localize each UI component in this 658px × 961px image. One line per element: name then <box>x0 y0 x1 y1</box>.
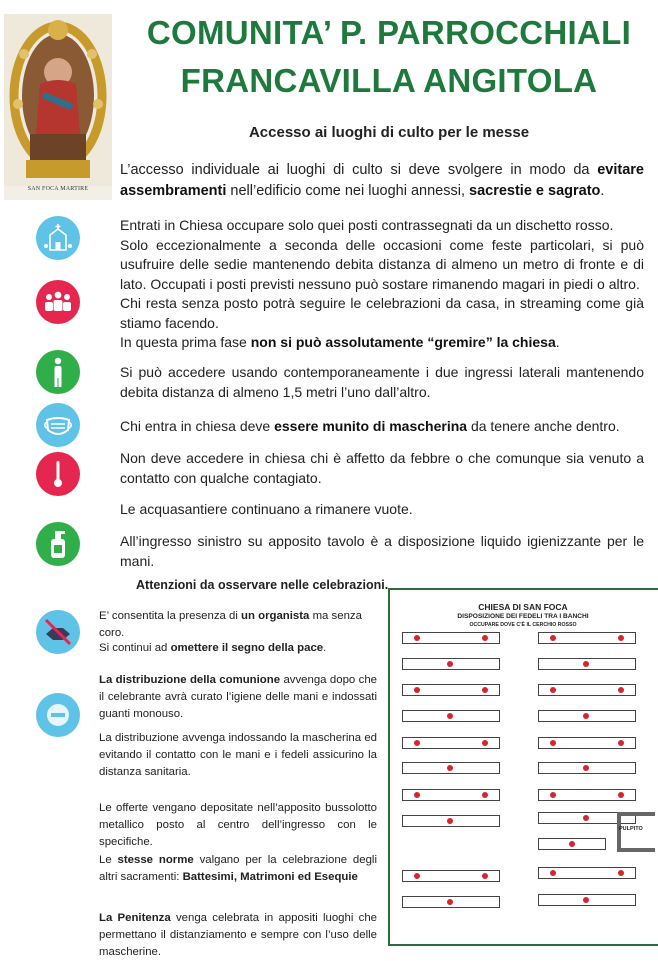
seating-plan <box>388 588 658 946</box>
plan-title: CHIESA DI SAN FOCA <box>478 602 568 612</box>
red-seat-marker <box>414 740 420 746</box>
no-handshake-icon <box>36 610 80 654</box>
norms-c: valgano per la celebrazione degli altri sacramenti: <box>99 854 377 883</box>
seats-last-text: In questa prima fase <box>120 334 251 350</box>
intro-text-b: nell’edificio come nei luoghi annessi, <box>226 183 470 199</box>
communion-bold: La distribuzione della comunione <box>99 674 281 686</box>
penance-rest: venga celebrata in appositi luoghi che permettano il distanziamento e sempre con l’uso delle mascherine. <box>99 912 377 958</box>
intro-text-c: . <box>600 183 605 199</box>
people-group-icon <box>36 280 80 324</box>
intro-bold-b: sacrestie e sagrato <box>469 183 601 199</box>
intro-text-a: L’accesso individuale ai luoghi di culto si deve svolgere in modo da <box>120 162 598 178</box>
seats-last-bold: non si può assolutamente “gremire” la chiesa <box>250 334 556 350</box>
seats-line-3: Chi resta senza posto potrà seguire le celebrazioni da casa, in streaming come già stiamo facendo. <box>120 295 644 331</box>
subtitle: Accesso ai luoghi di culto per le messe <box>248 124 530 141</box>
church-icon <box>36 216 80 260</box>
pulpit <box>617 812 655 852</box>
seats-line-1: Entrati in Chiesa occupare solo quei posti contrassegnati da un dischetto rosso. <box>120 217 614 233</box>
red-seat-marker <box>550 870 556 876</box>
page-title-line2: FRANCAVILLA ANGITOLA <box>180 62 598 99</box>
no-entry-icon <box>36 693 80 737</box>
plan-subtitle: DISPOSIZIONE DEI FEDELI TRA I BANCHI <box>457 613 589 620</box>
mask-bold: essere munito di mascherina <box>274 418 468 434</box>
offerings-text: Le offerte vengano depositate nell’apposito bussolotto metallico posto al centro dell’ingresso con le specifiche. <box>99 802 377 848</box>
red-seat-marker <box>550 635 556 641</box>
sanitizer-paragraph: All’ingresso sinistro su apposito tavolo è a disposizione liquido igienizzante per le mani. <box>120 533 644 569</box>
entrances-paragraph: Si può accedere usando contemporaneamente i due ingressi laterali mantenendo debita distanza di almeno 1,5 metri l’uno dall’altro. <box>120 364 644 400</box>
fever-paragraph: Non deve accedere in chiesa chi è affetto da febbre o che comunque sia venuto a contatto con qualche contagiato. <box>120 450 644 486</box>
peace-a: Si continui ad <box>99 642 171 654</box>
peace-c: . <box>323 642 327 654</box>
mask-paragraph <box>120 417 644 437</box>
intro-bold-a: evitare assembramenti <box>120 162 644 199</box>
organ-a: E’ consentita la presenza di <box>99 610 242 622</box>
norms-text <box>99 852 377 886</box>
pulpit-label: PULPITO <box>619 826 643 832</box>
red-seat-marker <box>414 792 420 798</box>
norms-a: Le <box>99 854 118 866</box>
face-mask-icon <box>36 403 80 447</box>
red-seat-marker <box>414 635 420 641</box>
peace-text <box>99 640 377 657</box>
seats-paragraph <box>120 216 644 353</box>
organ-b: un organista <box>241 610 310 622</box>
red-seat-marker <box>550 740 556 746</box>
saint-foca-image <box>4 14 112 200</box>
peace-b: omettere il segno della pace <box>170 642 324 654</box>
red-seat-marker <box>414 873 420 879</box>
red-seat-marker <box>550 687 556 693</box>
seats-line-4 <box>120 333 644 353</box>
seats-last-end: . <box>555 334 560 350</box>
saint-caption: SAN FOCA MARTIRE <box>27 186 89 192</box>
celebrations-title: Attenzioni da osservare nelle celebrazioni. <box>136 578 389 592</box>
penance-text <box>99 910 377 961</box>
holy-water-paragraph: Le acquasantiere continuano a rimanere vuote. <box>120 501 413 517</box>
intro-paragraph <box>120 160 644 202</box>
person-standing-icon <box>36 350 80 394</box>
organ-text <box>99 608 377 642</box>
red-seat-marker <box>414 687 420 693</box>
red-seat-marker <box>550 792 556 798</box>
norms-d: Battesimi, Matrimoni ed Esequie <box>182 871 358 883</box>
organ-c: ma senza coro. <box>99 610 362 639</box>
thermometer-icon <box>36 452 80 496</box>
communion-rest: avvenga dopo che il celebrante avrà curato l’igiene delle mani e indossati guanti monouso. <box>99 674 378 720</box>
mask-text-a: Chi entra in chiesa deve <box>120 418 275 434</box>
communion-text-1 <box>99 672 377 723</box>
seats-line-2: Solo eccezionalmente a seconda delle occasioni come feste particolari, si può usufruire delle sedie mantenendo debita distanza di almeno un metro di fronte e di lato. Occupati i posti previsti nessuno può sostare rimanendo magari in piedi o altro. <box>120 236 644 292</box>
penance-bold: La Penitenza <box>99 912 171 924</box>
plan-note: OCCUPARE DOVE C’È IL CERCHIO ROSSO <box>469 622 577 628</box>
norms-b: stesse norme <box>117 854 194 866</box>
sanitizer-bottle-icon <box>36 522 80 566</box>
page-title-line1: COMUNITA’ P. PARROCCHIALI <box>146 14 632 51</box>
mask-text-b: da tenere anche dentro. <box>467 418 620 434</box>
communion-text-2: La distribuzione avvenga indossando la mascherina ed evitando il contatto con le mani e i fedeli assicurino la distanza sanitaria. <box>99 732 377 778</box>
